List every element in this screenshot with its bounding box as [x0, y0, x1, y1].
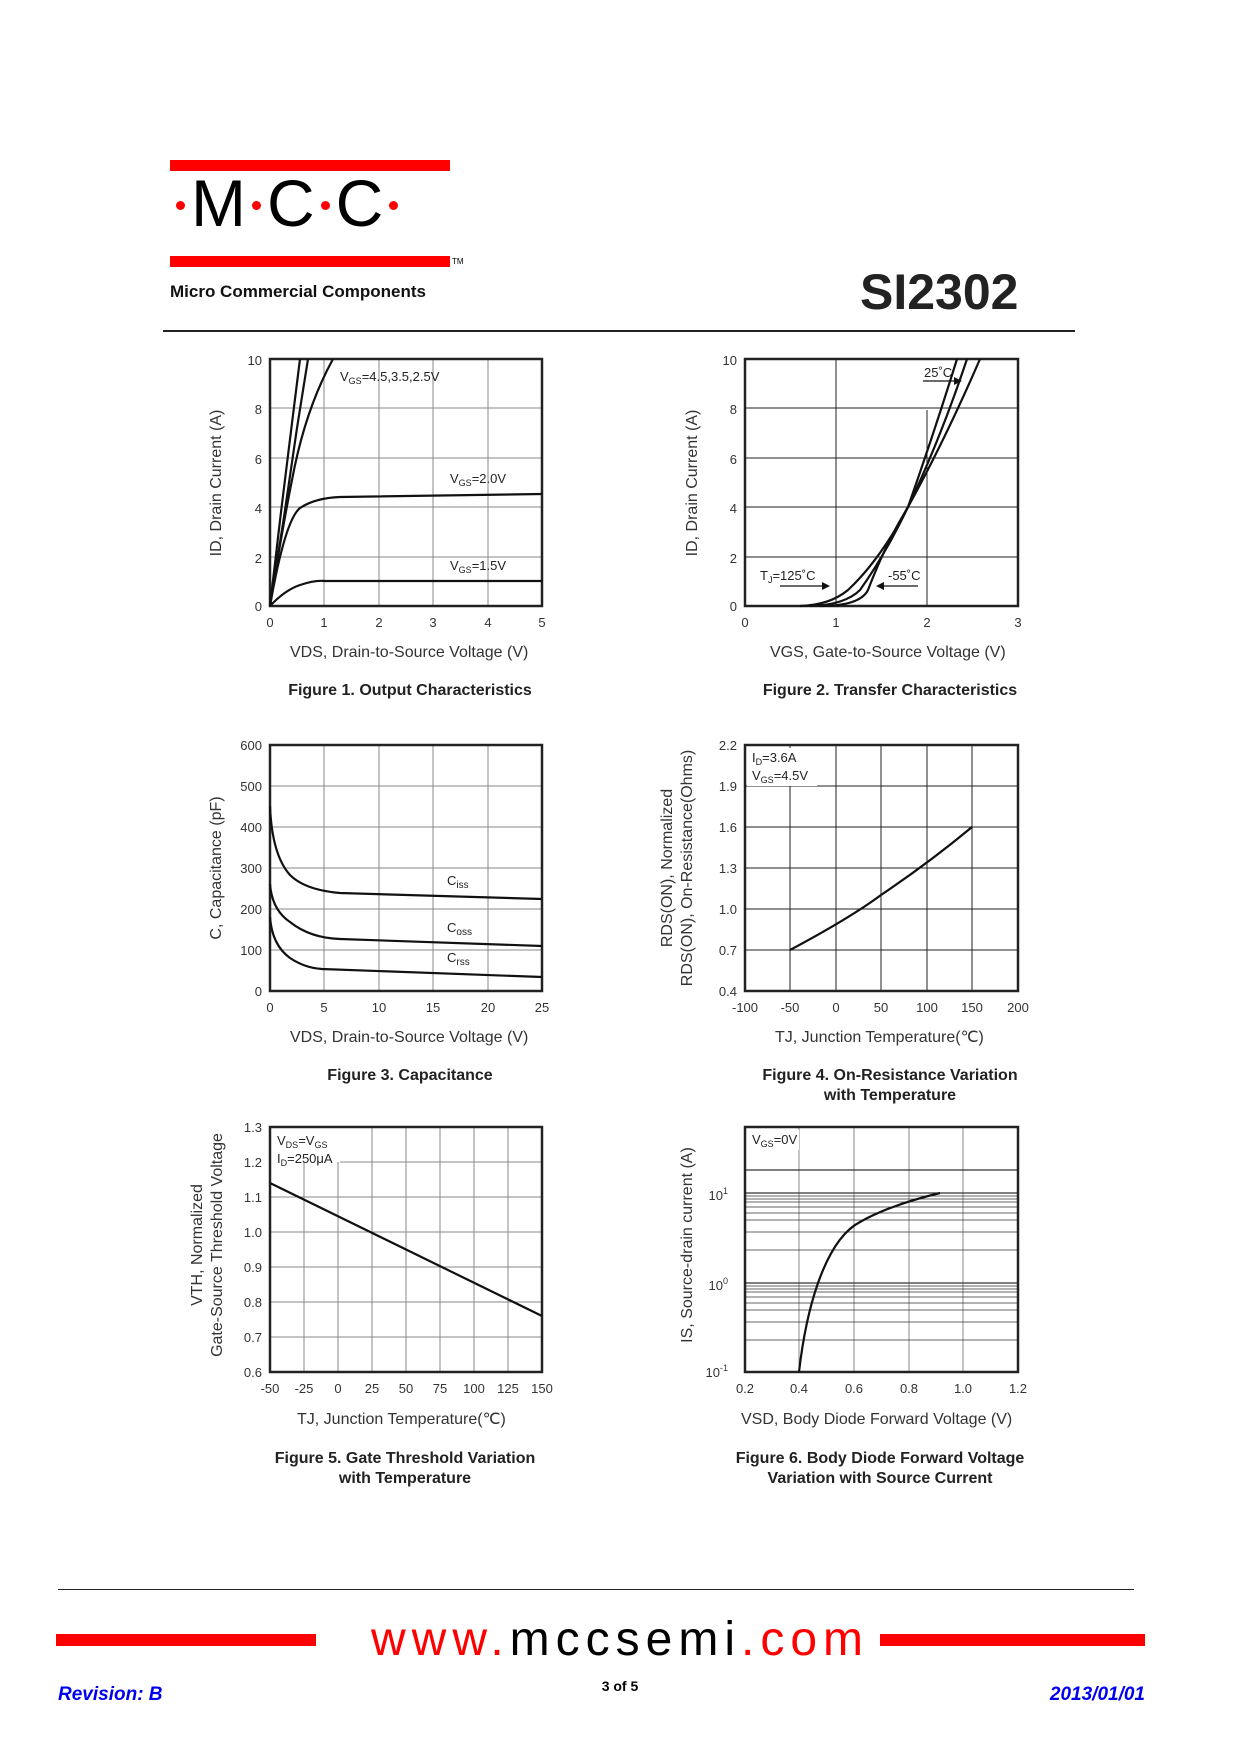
svg-text:TJ=125˚C: $T_J=125˚C$	[760, 568, 816, 585]
svg-text:0: 0	[334, 1381, 342, 1396]
footer-divider	[58, 1589, 1134, 1590]
svg-text:4: 4	[254, 501, 262, 516]
logo-letter-c1: C	[266, 166, 315, 240]
svg-text:0.9: 0.9	[243, 1260, 262, 1275]
figure-6-xlabel: VSD, Body Diode Forward Voltage (V)	[741, 1411, 1013, 1428]
svg-text:1.1: 1.1	[243, 1190, 262, 1205]
svg-text:0.4: 0.4	[789, 1381, 809, 1396]
figure-3-ylabel: C, Capacitance (pF)	[208, 796, 225, 940]
svg-text:Coss: $C_{oss}$	[447, 920, 472, 938]
svg-text:VGS=1.5V: $V_{GS}=1.5V$	[450, 558, 507, 575]
svg-text:1.9: 1.9	[718, 779, 737, 794]
svg-text:-100: -100	[731, 1000, 759, 1015]
svg-text:200: 200	[1007, 1000, 1029, 1015]
figure-6-caption: Figure 6. Body Diode Forward Voltage Variation with Source Current	[735, 1450, 1025, 1487]
svg-text:100: 100	[240, 943, 262, 958]
revision-date: 2013/01/01	[1049, 1684, 1145, 1705]
figure-4-ylabel-line1: RDS(ON), Normalized	[659, 788, 676, 948]
figure-5-xlabel: TJ, Junction Temperature(℃)	[297, 1411, 506, 1428]
svg-text:150: 150	[531, 1381, 553, 1396]
svg-text:0.8: 0.8	[899, 1381, 919, 1396]
figure-1-xlabel: VDS, Drain-to-Source Voltage (V)	[290, 644, 529, 661]
logo-letter-c2: C	[335, 166, 384, 240]
figure-4-xlabel: TJ, Junction Temperature(℃)	[775, 1029, 984, 1046]
svg-text:500: 500	[240, 779, 262, 794]
svg-text:8: 8	[254, 402, 262, 417]
svg-text:Crss: $C_{rss}$	[447, 950, 470, 968]
figure-3-xlabel: VDS, Drain-to-Source Voltage (V)	[290, 1029, 529, 1046]
svg-text:1.3: 1.3	[718, 861, 737, 876]
svg-text:50: 50	[398, 1381, 414, 1396]
svg-text:150: 150	[961, 1000, 983, 1015]
figure-2-xlabel: VGS, Gate-to-Source Voltage (V)	[770, 644, 1006, 661]
svg-text:20: 20	[480, 1000, 496, 1015]
svg-text:101: $10^1$	[708, 1186, 728, 1203]
figure-6-ylabel: IS, Source-drain current (A)	[679, 1147, 696, 1343]
logo-letter-m: M	[191, 166, 246, 240]
svg-text:2.2: 2.2	[718, 738, 737, 753]
svg-text:VGS=4.5,3.5,2.5V: $V_{GS}=4.5,3.5,2.5V$	[340, 369, 440, 386]
svg-text:VGS=0V: $V_{GS}=0V$	[752, 1132, 798, 1149]
svg-text:1.0: 1.0	[718, 902, 737, 917]
figure-1-caption: Figure 1. Output Characteristics	[288, 682, 532, 699]
svg-text:0.4: 0.4	[718, 984, 737, 999]
svg-text:125: 125	[497, 1381, 519, 1396]
svg-text:75: 75	[432, 1381, 448, 1396]
svg-text:ID=3.6A: $I_D=3.6A$	[752, 750, 797, 767]
svg-text:Ciss: $C_{iss}$	[447, 873, 469, 891]
svg-text:100: 100	[463, 1381, 485, 1396]
svg-text:6: 6	[729, 452, 737, 467]
svg-text:1: 1	[320, 615, 328, 630]
svg-text:0.6: 0.6	[844, 1381, 864, 1396]
svg-text:0.8: 0.8	[243, 1295, 262, 1310]
svg-text:0: 0	[266, 615, 274, 630]
svg-text:VDS=VGS: $V_{DS}=V_{GS}$	[277, 1133, 328, 1150]
svg-text:8: 8	[729, 402, 737, 417]
svg-text:15: 15	[425, 1000, 441, 1015]
svg-text:1.6: 1.6	[718, 820, 737, 835]
page-indicator: 3 of 5	[601, 1678, 639, 1694]
website-link[interactable]: www.mccsemi.com	[370, 1613, 870, 1666]
svg-text:6: 6	[254, 452, 262, 467]
svg-text:1.3: 1.3	[243, 1120, 262, 1135]
svg-text:ID=250μA: $I_D=250\mu A$	[277, 1151, 333, 1168]
svg-text:-50: -50	[780, 1000, 800, 1015]
svg-text:1: 1	[832, 615, 840, 630]
svg-text:0: 0	[832, 1000, 840, 1015]
svg-text:0.2: 0.2	[735, 1381, 755, 1396]
svg-text:3: 3	[1014, 615, 1022, 630]
svg-text:10: 10	[371, 1000, 387, 1015]
svg-text:0.7: 0.7	[243, 1330, 262, 1345]
svg-text:3: 3	[429, 615, 437, 630]
revision-label: Revision: B	[58, 1684, 163, 1705]
figure-2-caption: Figure 2. Transfer Characteristics	[762, 682, 1018, 699]
svg-text:2: 2	[375, 615, 383, 630]
figure-5-caption: Figure 5. Gate Threshold Variation with Temperature	[274, 1450, 536, 1487]
svg-text:1.0: 1.0	[243, 1225, 262, 1240]
figure-5-ylabel-line1: VTH, Normalized	[189, 1184, 206, 1306]
svg-text:0: 0	[254, 984, 262, 999]
svg-text:1.2: 1.2	[243, 1155, 262, 1170]
svg-text:0: 0	[729, 599, 737, 614]
svg-text:300: 300	[240, 861, 262, 876]
svg-text:5: 5	[320, 1000, 328, 1015]
svg-text:VGS=2.0V: $V_{GS}=2.0V$	[450, 471, 507, 488]
svg-text:5: 5	[538, 615, 546, 630]
svg-text:2: 2	[254, 551, 262, 566]
figure-6-grid	[799, 1127, 963, 1372]
svg-text:4: 4	[729, 501, 737, 516]
svg-text:25˚C: 25˚C	[924, 365, 953, 380]
figure-2-ylabel: ID, Drain Current (A)	[684, 409, 701, 557]
svg-text:1.2: 1.2	[1008, 1381, 1028, 1396]
figure-5-ylabel-line2: Gate-Source Threshold Voltage	[209, 1133, 226, 1357]
svg-text:0.7: 0.7	[718, 943, 737, 958]
svg-text:600: 600	[240, 738, 262, 753]
svg-text:0: 0	[254, 599, 262, 614]
svg-text:4: 4	[484, 615, 492, 630]
svg-text:10: 10	[247, 353, 262, 368]
svg-text:1.0: 1.0	[953, 1381, 973, 1396]
company-name: Micro Commercial Components	[170, 282, 426, 301]
svg-text:400: 400	[240, 820, 262, 835]
figure-1-ylabel: ID, Drain Current (A)	[208, 409, 225, 557]
svg-text:100: $10^0$	[708, 1276, 728, 1293]
svg-text:2: 2	[923, 615, 931, 630]
svg-text:-50: -50	[260, 1381, 280, 1396]
svg-text:25: 25	[534, 1000, 550, 1015]
svg-text:100: 100	[916, 1000, 938, 1015]
svg-text:0: 0	[741, 615, 749, 630]
figure-4-caption: Figure 4. On-Resistance Variation with Temperature	[762, 1067, 1018, 1104]
svg-text:25: 25	[364, 1381, 380, 1396]
part-number: SI2302	[860, 264, 1019, 320]
svg-text:-55˚C: -55˚C	[888, 568, 921, 583]
svg-text:VGS=4.5V: $V_{GS}=4.5V$	[752, 768, 809, 785]
figure-6-log-grid	[745, 1170, 1018, 1340]
figure-4-ylabel-line2: RDS(ON), On-Resistance(Ohms)	[679, 749, 696, 987]
svg-text:0: 0	[266, 1000, 274, 1015]
svg-text:0.6: 0.6	[243, 1365, 262, 1380]
svg-text:-25: -25	[294, 1381, 314, 1396]
svg-text:10: 10	[722, 353, 737, 368]
svg-text:2: 2	[729, 551, 737, 566]
svg-text:200: 200	[240, 902, 262, 917]
svg-text:50: 50	[873, 1000, 889, 1015]
trademark: TM	[452, 257, 464, 266]
svg-text:10-1: $10^{-1}$	[705, 1363, 728, 1380]
figure-3-caption: Figure 3. Capacitance	[327, 1067, 493, 1084]
